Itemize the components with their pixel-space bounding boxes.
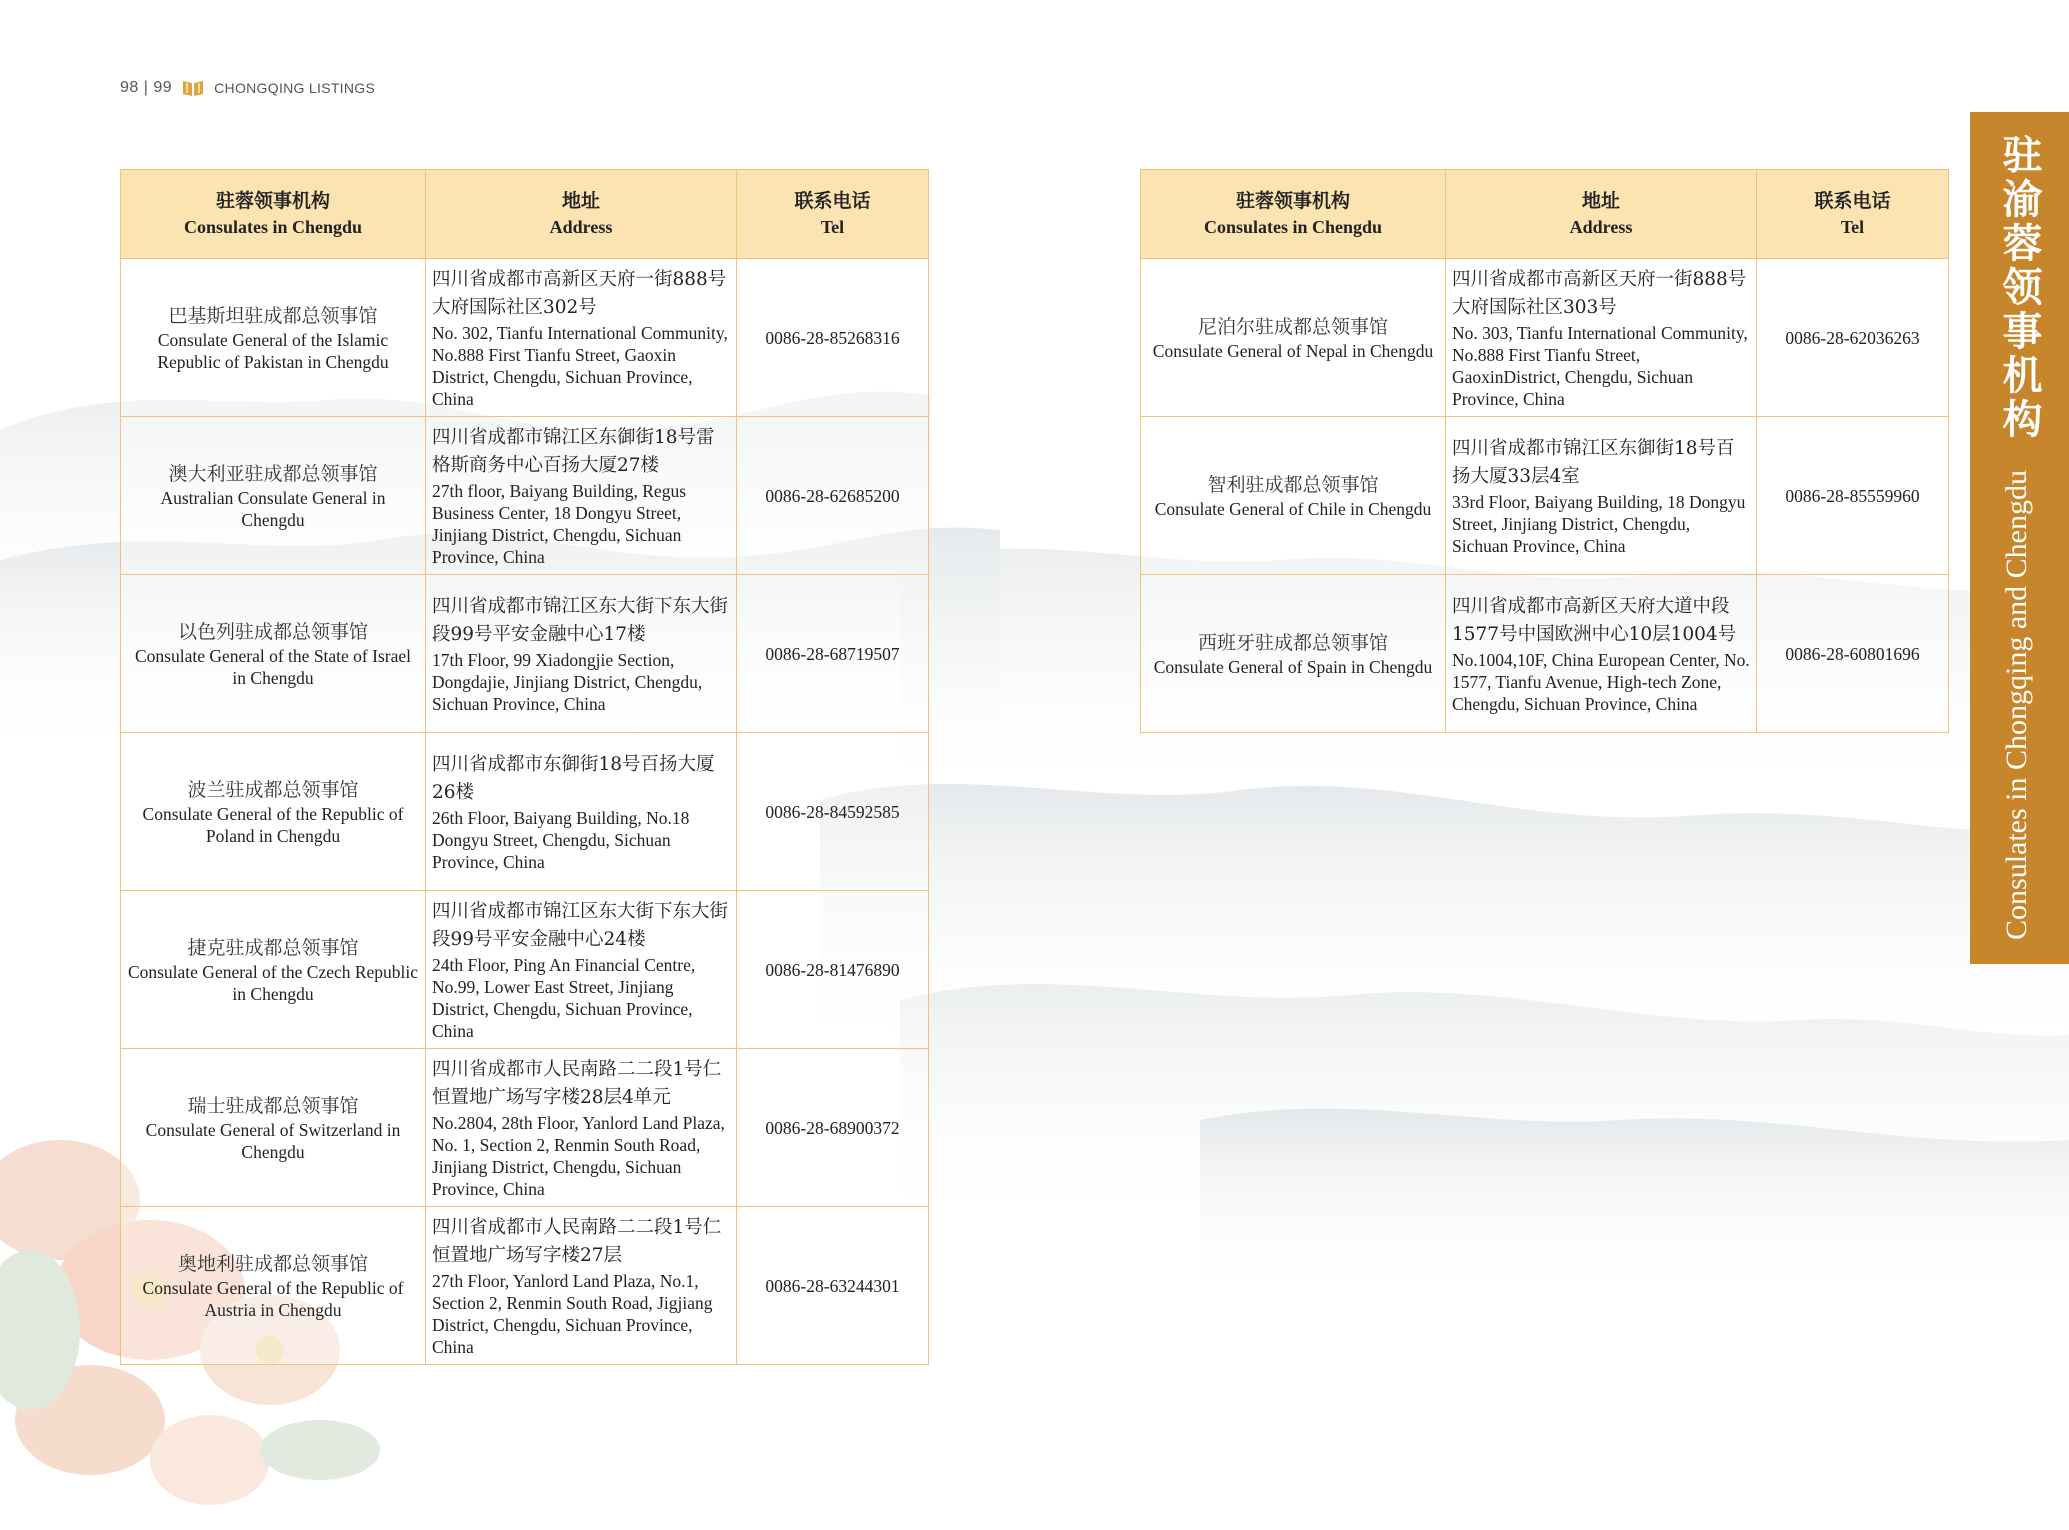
header-zh: 地址 xyxy=(1581,190,1620,212)
address-zh: 四川省成都市人民南路二二段1号仁恒置地广场写字楼27层 xyxy=(432,1216,722,1266)
table-row xyxy=(121,575,929,733)
consulate-name-zh: 尼泊尔驻成都总领事馆 xyxy=(1197,315,1388,338)
address-en: No.2804, 28th Floor, Yanlord Land Plaza, No. 1, Section 2, Renmin South Road, Jinjiang District, Chengdu, Sichuan Province, China xyxy=(432,1112,725,1199)
header-en: Tel xyxy=(1840,217,1865,237)
consulates-table-right xyxy=(1140,169,1949,733)
consulate-name-zh: 波兰驻成都总领事馆 xyxy=(187,778,359,801)
table-row xyxy=(1141,417,1949,575)
address-zh: 四川省成都市高新区天府一街888号大府国际社区302号 xyxy=(432,268,727,318)
address-zh: 四川省成都市锦江区东御街18号雷格斯商务中心百扬大厦27楼 xyxy=(432,426,715,476)
table-row xyxy=(121,891,929,1049)
consulate-name-zh: 以色列驻成都总领事馆 xyxy=(177,620,368,643)
header-en: Consulates in Chengdu xyxy=(1203,217,1383,237)
side-tab-title-en: Consulates in Chongqing and Chengdu xyxy=(2000,470,2033,940)
address-zh: 四川省成都市高新区天府大道中段1577号中国欧洲中心10层1004号 xyxy=(1452,595,1737,645)
table-row xyxy=(121,1049,929,1207)
header-en: Consulates in Chengdu xyxy=(183,217,363,237)
consulate-name-zh: 瑞士驻成都总领事馆 xyxy=(187,1094,359,1117)
header-en: Address xyxy=(549,217,613,237)
consulate-name-cell xyxy=(121,575,426,733)
address-cell xyxy=(426,1049,737,1207)
table-row xyxy=(121,417,929,575)
tel-cell: 0086-28-68900372 xyxy=(737,1049,929,1207)
address-en: No. 303, Tianfu International Community, No.888 First Tianfu Street, GaoxinDistrict, Chengdu, Sichuan Province, China xyxy=(1452,322,1748,409)
table-row xyxy=(121,1207,929,1365)
consulates-table-left xyxy=(120,169,929,1365)
consulate-name-en: Consulate General of the Republic of Poland in Chengdu xyxy=(142,803,404,846)
consulate-name-cell xyxy=(121,1207,426,1365)
consulate-name-cell xyxy=(121,891,426,1049)
address-en: 33rd Floor, Baiyang Building, 18 Dongyu Street, Jinjiang District, Chengdu, Sichuan Province, China xyxy=(1452,491,1746,556)
consulate-name-en: Consulate General of the Czech Republic in Chengdu xyxy=(127,961,419,1004)
header-zh: 驻蓉领事机构 xyxy=(1235,190,1350,212)
tel-cell: 0086-28-63244301 xyxy=(737,1207,929,1365)
table-row xyxy=(1141,575,1949,733)
table-row xyxy=(1141,259,1949,417)
column-header-address xyxy=(426,170,737,259)
consulate-name-en: Consulate General of Spain in Chengdu xyxy=(1153,656,1433,677)
column-header-address xyxy=(1446,170,1757,259)
consulate-name-en: Consulate General of Chile in Chengdu xyxy=(1154,498,1432,519)
consulate-name-zh: 巴基斯坦驻成都总领事馆 xyxy=(168,304,378,327)
consulate-name-cell xyxy=(1141,575,1446,733)
side-tab-title-zh: 驻渝蓉领事机构 xyxy=(1996,134,2043,442)
page-header xyxy=(120,76,375,100)
table-header-row xyxy=(1141,170,1949,259)
address-zh: 四川省成都市锦江区东大街下东大街段99号平安金融中心24楼 xyxy=(432,900,729,950)
tel-cell: 0086-28-62036263 xyxy=(1757,259,1949,417)
consulate-name-cell xyxy=(121,259,426,417)
address-en: 24th Floor, Ping An Financial Centre, No.99, Lower East Street, Jinjiang District, Chengdu, Sichuan Province, China xyxy=(432,954,696,1041)
address-en: No.1004,10F, China European Center, No. 1577, Tianfu Avenue, High-tech Zone, Chengdu, Sichuan Province, China xyxy=(1452,649,1750,714)
table-row xyxy=(121,259,929,417)
page-numbers: 98 | 99 xyxy=(120,79,173,96)
column-header-consulate xyxy=(1141,170,1446,259)
address-en: 17th Floor, 99 Xiadongjie Section, Dongdajie, Jinjiang District, Chengdu, Sichuan Province, China xyxy=(432,649,703,714)
consulate-name-en: Consulate General of the State of Israel in Chengdu xyxy=(134,645,411,688)
header-en: Tel xyxy=(820,217,845,237)
consulate-name-cell xyxy=(121,417,426,575)
consulate-name-zh: 奥地利驻成都总领事馆 xyxy=(177,1252,368,1275)
address-cell xyxy=(426,417,737,575)
consulate-name-zh: 澳大利亚驻成都总领事馆 xyxy=(168,462,378,485)
book-icon xyxy=(182,79,204,97)
header-zh: 联系电话 xyxy=(794,190,871,212)
address-en: 27th Floor, Yanlord Land Plaza, No.1, Section 2, Renmin South Road, Jigjiang District, Chengdu, Sichuan Province, China xyxy=(432,1270,713,1357)
tel-cell: 0086-28-85559960 xyxy=(1757,417,1949,575)
section-title: CHONGQING LISTINGS xyxy=(214,80,376,96)
header-zh: 联系电话 xyxy=(1814,190,1891,212)
address-cell xyxy=(1446,259,1757,417)
column-header-consulate xyxy=(121,170,426,259)
consulate-name-cell xyxy=(1141,417,1446,575)
consulate-name-zh: 捷克驻成都总领事馆 xyxy=(187,936,359,959)
table-row xyxy=(121,733,929,891)
address-zh: 四川省成都市东御街18号百扬大厦26楼 xyxy=(432,753,715,803)
header-en: Address xyxy=(1569,217,1633,237)
tel-cell: 0086-28-81476890 xyxy=(737,891,929,1049)
tel-cell: 0086-28-84592585 xyxy=(737,733,929,891)
section-side-tab xyxy=(1970,112,2069,964)
address-cell xyxy=(426,259,737,417)
address-zh: 四川省成都市锦江区东御街18号百扬大厦33层4室 xyxy=(1452,437,1735,487)
tel-cell: 0086-28-85268316 xyxy=(737,259,929,417)
column-header-tel xyxy=(1757,170,1949,259)
consulate-name-en: Consulate General of the Republic of Austria in Chengdu xyxy=(142,1277,404,1320)
address-cell xyxy=(1446,575,1757,733)
consulate-name-cell xyxy=(1141,259,1446,417)
table-header-row xyxy=(121,170,929,259)
address-zh: 四川省成都市高新区天府一街888号大府国际社区303号 xyxy=(1452,268,1747,318)
address-cell xyxy=(426,733,737,891)
consulate-name-en: Australian Consulate General in Chengdu xyxy=(160,487,386,530)
column-header-tel xyxy=(737,170,929,259)
consulate-name-cell xyxy=(121,1049,426,1207)
consulate-name-en: Consulate General of Switzerland in Chengdu xyxy=(145,1119,401,1162)
consulate-name-en: Consulate General of Nepal in Chengdu xyxy=(1152,340,1434,361)
tel-cell: 0086-28-60801696 xyxy=(1757,575,1949,733)
consulate-name-zh: 智利驻成都总领事馆 xyxy=(1207,473,1379,496)
header-zh: 驻蓉领事机构 xyxy=(215,190,330,212)
consulate-name-zh: 西班牙驻成都总领事馆 xyxy=(1197,631,1388,654)
tel-cell: 0086-28-68719507 xyxy=(737,575,929,733)
address-zh: 四川省成都市锦江区东大街下东大街段99号平安金融中心17楼 xyxy=(432,595,729,645)
consulate-name-en: Consulate General of the Islamic Republic of Pakistan in Chengdu xyxy=(157,329,389,372)
address-en: No. 302, Tianfu International Community, No.888 First Tianfu Street, Gaoxin District, Chengdu, Sichuan Province, China xyxy=(432,322,728,409)
address-en: 26th Floor, Baiyang Building, No.18 Dongyu Street, Chengdu, Sichuan Province, China xyxy=(432,807,690,872)
address-cell xyxy=(426,1207,737,1365)
address-cell xyxy=(1446,417,1757,575)
address-cell xyxy=(426,891,737,1049)
consulate-name-cell xyxy=(121,733,426,891)
tel-cell: 0086-28-62685200 xyxy=(737,417,929,575)
address-en: 27th floor, Baiyang Building, Regus Business Center, 18 Dongyu Street, Jinjiang District, Chengdu, Sichuan Province, China xyxy=(432,480,687,567)
address-cell xyxy=(426,575,737,733)
header-zh: 地址 xyxy=(561,190,600,212)
address-zh: 四川省成都市人民南路二二段1号仁恒置地广场写字楼28层4单元 xyxy=(432,1058,722,1108)
